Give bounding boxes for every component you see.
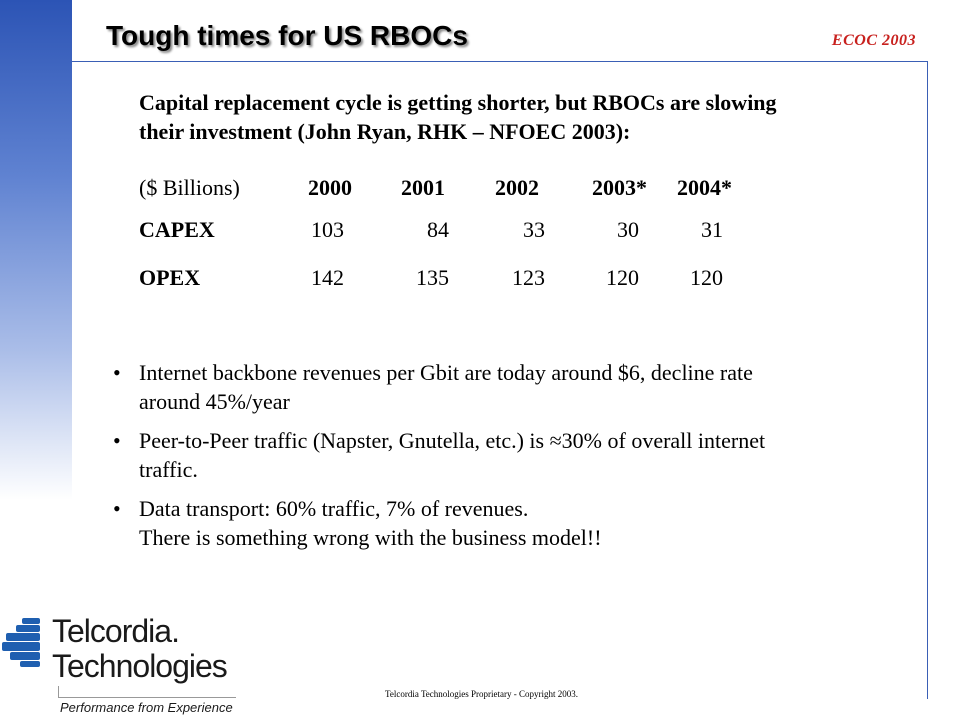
opex-2000: 142 (311, 265, 344, 290)
year-2001: 2001 (401, 175, 445, 200)
capex-2000: 103 (311, 217, 344, 242)
side-gradient-bar (0, 0, 72, 500)
bullet-text: Data transport: 60% traffic, 7% of revenues. (139, 496, 529, 521)
bullet-text: Peer-to-Peer traffic (Napster, Gnutella, etc.) is ≈30% of overall internet (139, 428, 766, 453)
bullet-item (113, 358, 913, 416)
bullet-text: There is something wrong with the business model!! (139, 525, 602, 550)
row-label-opex: OPEX (139, 265, 201, 290)
opex-2002: 123 (512, 265, 545, 290)
capex-2002: 33 (523, 217, 545, 242)
logo-name-line-2: Technologies (52, 648, 227, 684)
conference-label: ECOC 2003 (831, 32, 916, 49)
logo-divider (58, 697, 236, 698)
bullet-text: traffic. (139, 457, 198, 482)
footer-copyright: Telcordia Technologies Proprietary - Copyright 2003. (385, 689, 579, 699)
year-2003: 2003* (592, 175, 647, 200)
row-label-capex: CAPEX (139, 217, 215, 242)
bullet-text: around 45%/year (139, 389, 290, 414)
logo-name-line-1: Telcordia. (52, 613, 179, 649)
intro-line-2: their investment (John Ryan, RHK – NFOEC 2003): (139, 119, 631, 144)
year-2000: 2000 (308, 175, 352, 200)
slide-title: Tough times for US RBOCs (106, 20, 468, 51)
capex-2001: 84 (427, 217, 449, 242)
capex-2003: 30 (617, 217, 639, 242)
opex-2001: 135 (416, 265, 449, 290)
capex-2004: 31 (701, 217, 723, 242)
intro-paragraph (139, 88, 919, 146)
intro-line-1: Capital replacement cycle is getting shorter, but RBOCs are slowing (139, 90, 777, 115)
year-2004: 2004* (677, 175, 732, 200)
bullet-item (113, 426, 913, 484)
bullet-item (113, 494, 913, 552)
bullet-dot: • (113, 360, 121, 385)
bullet-dot: • (113, 428, 121, 453)
frame-right-line (927, 61, 928, 699)
year-2002: 2002 (495, 175, 539, 200)
bullet-text: Internet backbone revenues per Gbit are today around $6, decline rate (139, 360, 753, 385)
company-logo-text (52, 614, 227, 684)
frame-top-line (72, 61, 928, 62)
company-tagline: Performance from Experience (60, 700, 233, 715)
bullet-list (113, 358, 913, 562)
opex-2004: 120 (690, 265, 723, 290)
bullet-dot: • (113, 496, 121, 521)
unit-label: ($ Billions) (139, 175, 240, 200)
opex-2003: 120 (606, 265, 639, 290)
